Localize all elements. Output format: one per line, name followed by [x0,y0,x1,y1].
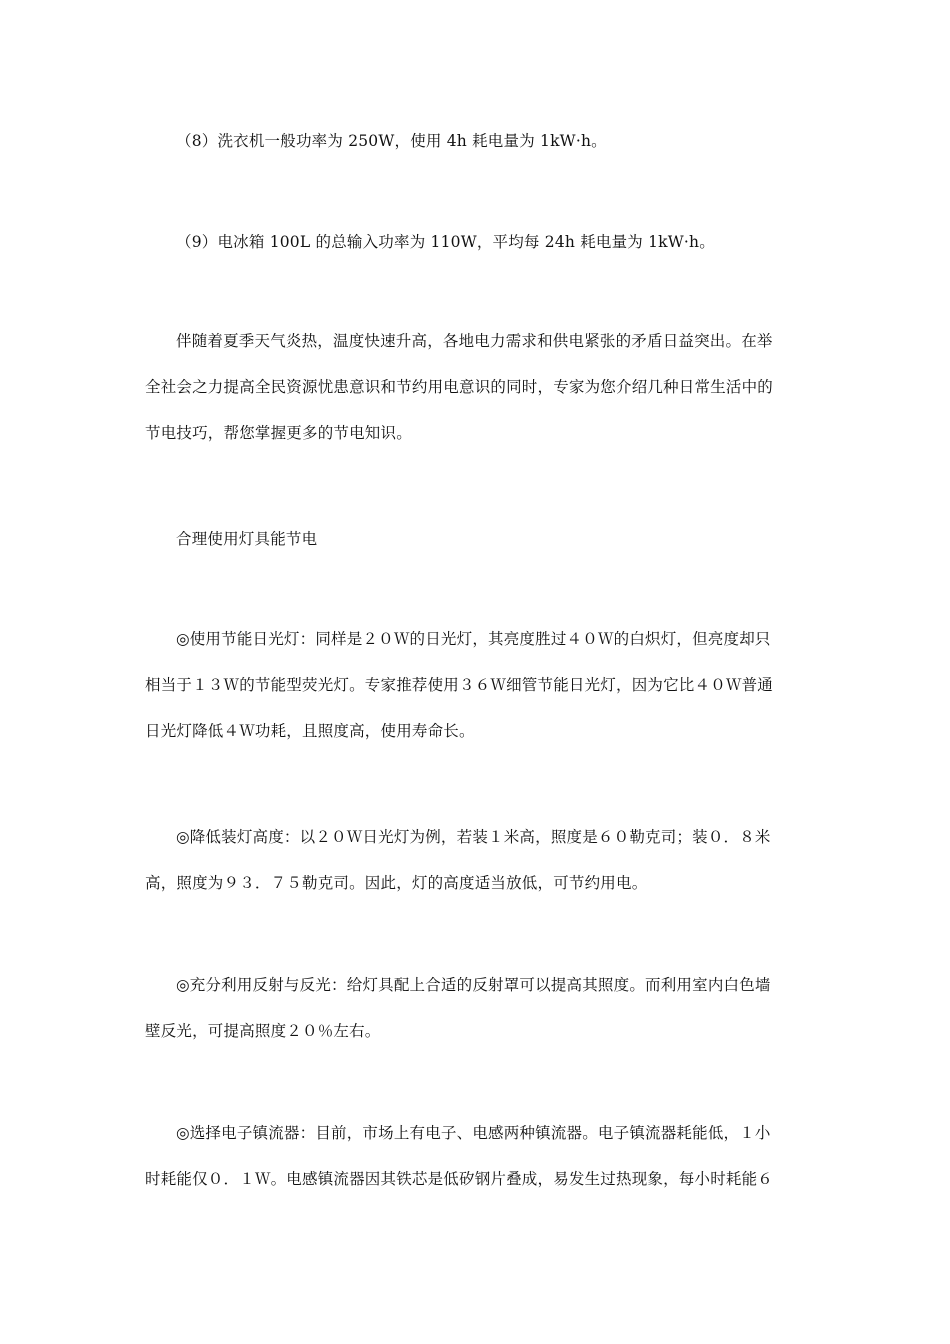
paragraph-washing-machine [145,118,809,164]
section-heading [145,516,809,562]
text-line: ◎充分利用反射与反光：给灯具配上合适的反射罩可以提高其照度。而利用室内白色墙 [176,976,771,994]
text-line: （9）电冰箱 100L 的总输入功率为 110W，平均每 24h 耗电量为 1kW·h。 [176,233,715,251]
text-line: 时耗能仅０．１Ｗ。电感镇流器因其铁芯是低矽钢片叠成，易发生过热现象，每小时耗能６ [145,1170,774,1188]
paragraph-lamp-height [145,814,809,906]
text-line: 合理使用灯具能节电 [176,530,318,548]
text-line: 高，照度为９３．７５勒克司。因此，灯的高度适当放低，可节约用电。 [145,874,648,892]
text-line: 伴随着夏季天气炎热，温度快速升高，各地电力需求和供电紧张的矛盾日益突出。在举 [176,332,773,350]
paragraph-reflection [145,962,809,1054]
paragraph-energy-saving-lamp [145,616,809,754]
paragraph-intro [145,318,809,456]
text-line: ◎使用节能日光灯：同样是２０Ｗ的日光灯，其亮度胜过４０Ｗ的白炽灯，但亮度却只 [176,630,771,648]
paragraph-refrigerator [145,219,809,265]
text-line: ◎降低装灯高度：以２０Ｗ日光灯为例，若装１米高，照度是６０勒克司；装０．８米 [176,828,771,846]
text-line: 壁反光，可提高照度２０％左右。 [145,1022,381,1040]
text-line: 节电技巧，帮您掌握更多的节电知识。 [145,424,412,442]
text-line: （8）洗衣机一般功率为 250W，使用 4h 耗电量为 1kW·h。 [176,132,607,150]
paragraph-ballast [145,1110,809,1202]
text-line: 日光灯降低４Ｗ功耗，且照度高，使用寿命长。 [145,722,475,740]
text-line: 全社会之力提高全民资源忧患意识和节约用电意识的同时，专家为您介绍几种日常生活中的 [145,378,774,396]
text-line: 相当于１３Ｗ的节能型荧光灯。专家推荐使用３６Ｗ细管节能日光灯，因为它比４０Ｗ普通 [145,676,774,694]
text-line: ◎选择电子镇流器：目前，市场上有电子、电感两种镇流器。电子镇流器耗能低，１小 [176,1124,771,1142]
